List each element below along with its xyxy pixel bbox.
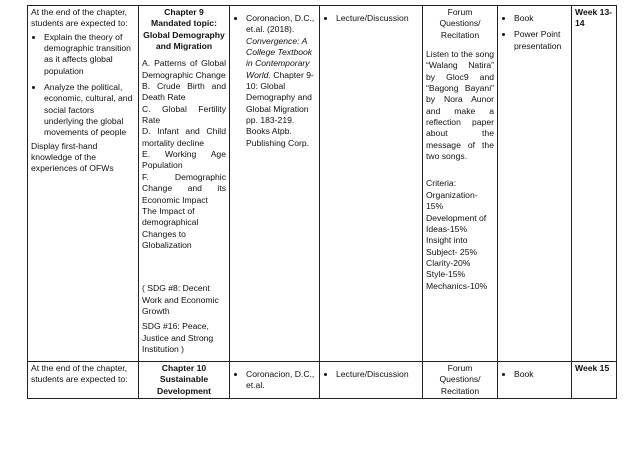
list-item: A. Patterns of Global Demographic Change <box>142 58 226 80</box>
assessment-description: Listen to the song “Walang Natira” by Gloc9 and “Bagong Bayani” by Nora Aunor and make a reflection paper about the message of the two songs. <box>426 49 494 162</box>
topic-title-line: and Migration <box>155 41 213 52</box>
list-item: • Lecture/Discussion <box>336 13 419 24</box>
table-row <box>28 362 617 399</box>
reference-details: Chapter 9-10: Global Demography and Global Migration pp. 183-219. Books Atpb. Publishing Corp. <box>246 69 314 148</box>
list-item: • Power Point presentation <box>514 29 568 52</box>
sdg8-text: ( SDG #8: Decent Work and Economic Growth <box>142 283 219 316</box>
outcomes-extra: Display first-hand knowledge of the experiences of OFWs <box>31 140 114 174</box>
learning-outcomes-cell <box>28 362 139 399</box>
reference-author: Coronacion, D.C., et.al. (2018). <box>246 13 315 35</box>
list-item: F. Demographic Change and its Economic Impact <box>142 171 226 205</box>
criteria-item: Style-15% <box>426 269 466 280</box>
topic-cell <box>139 362 230 399</box>
resources-cell <box>498 6 572 362</box>
topic-subitems <box>142 58 226 205</box>
list-item: • Analyze the political, economic, cultural, and social factors underlying the global movements of people <box>44 82 135 139</box>
topic-title-line: Sustainable <box>159 374 209 385</box>
references-list <box>233 369 316 392</box>
strategy-list <box>323 369 419 380</box>
learning-outcomes-cell <box>28 6 139 362</box>
chapter-heading: Chapter 9 <box>164 7 204 17</box>
impact-text: The Impact of demographical Changes to Globalization <box>142 205 199 250</box>
assessment-cell <box>423 6 498 362</box>
assessment-title: Forum Questions/ Recitation <box>439 363 481 396</box>
list-item: • Explain the theory of demographic transition as it affects global population <box>44 32 135 77</box>
outcomes-list <box>31 32 135 139</box>
resources-list <box>501 369 568 380</box>
resources-list <box>501 13 568 52</box>
strategy-list <box>323 13 419 24</box>
outcomes-intro: At the end of the chapter, students are expected to: <box>31 363 128 385</box>
resources-cell <box>498 362 572 399</box>
syllabus-table <box>27 5 617 399</box>
list-item: • Lecture/Discussion <box>336 369 419 380</box>
week-cell <box>572 6 617 362</box>
week-label: Week 15 <box>575 363 610 373</box>
list-item: D. Infant and Child mortality decline <box>142 126 226 148</box>
criteria-item: Mechanics-10% <box>426 280 488 291</box>
references-cell <box>230 6 320 362</box>
topic-cell <box>139 6 230 362</box>
assessment-cell <box>423 362 498 399</box>
list-item: E. Working Age Population <box>142 149 226 171</box>
topic-title-line: Mandated topic: <box>151 18 217 29</box>
list-item: B. Crude Birth and Death Rate <box>142 81 226 103</box>
assessment-title: Forum Questions/ Recitation <box>439 7 481 40</box>
criteria-item: Clarity-20% <box>426 257 471 268</box>
references-list <box>233 13 316 149</box>
references-cell <box>230 362 320 399</box>
table-row <box>28 6 617 362</box>
outcomes-intro: At the end of the chapter, students are expected to: <box>31 7 128 29</box>
sdg16-text: SDG #16: Peace, Justice and Strong Institution ) <box>142 321 214 354</box>
week-cell <box>572 362 617 399</box>
list-item <box>246 13 316 149</box>
criteria-item: Development of Ideas-15% <box>426 212 487 234</box>
reference-book-title: Convergence: A College Textbook in Contemporary World. <box>246 35 313 80</box>
week-label: Week 13-14 <box>575 7 613 29</box>
criteria-item: Organization-15% <box>426 189 478 212</box>
criteria-label: Criteria: <box>426 178 457 189</box>
strategy-cell <box>320 362 423 399</box>
topic-title-line: Development <box>157 385 211 396</box>
chapter-heading: Chapter 10 <box>161 363 207 373</box>
list-item: C. Global Fertility Rate <box>142 103 226 126</box>
list-item: • Book <box>514 369 568 380</box>
list-item: • Coronacion, D.C., et.al. <box>246 369 316 392</box>
list-item: • Book <box>514 13 568 24</box>
topic-title-line: Global Demography <box>143 29 225 40</box>
criteria-item: Insight into Subject- 25% <box>426 235 478 257</box>
strategy-cell <box>320 6 423 362</box>
